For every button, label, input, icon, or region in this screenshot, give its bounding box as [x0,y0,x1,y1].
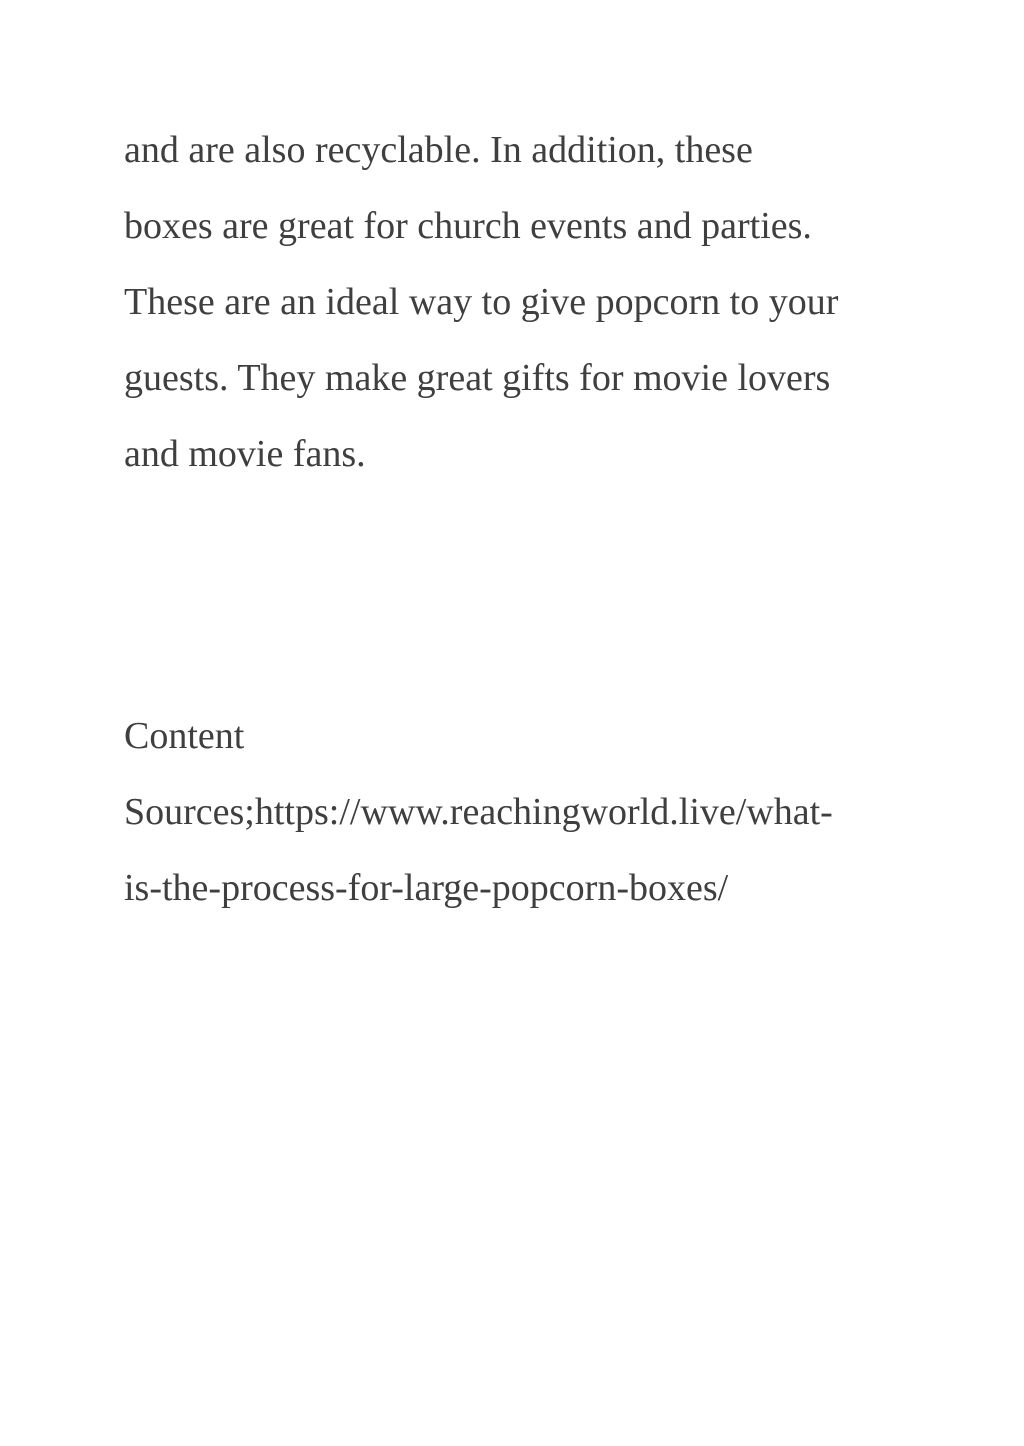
body-paragraph [124,112,924,492]
paragraph-line: and are also recyclable. In addition, these [124,129,753,171]
paragraph-line: boxes are great for church events and parties. [124,205,812,247]
content-sources-paragraph [124,698,924,926]
sources-line: Content [124,715,245,757]
sources-line: is-the-process-for-large-popcorn-boxes/ [124,867,729,909]
sources-line: Sources;https://www.reachingworld.live/what- [124,791,833,833]
paragraph-line: guests. They make great gifts for movie lovers [124,357,831,399]
paragraph-line: These are an ideal way to give popcorn to your [124,281,839,323]
paragraph-line: and movie fans. [124,433,366,475]
